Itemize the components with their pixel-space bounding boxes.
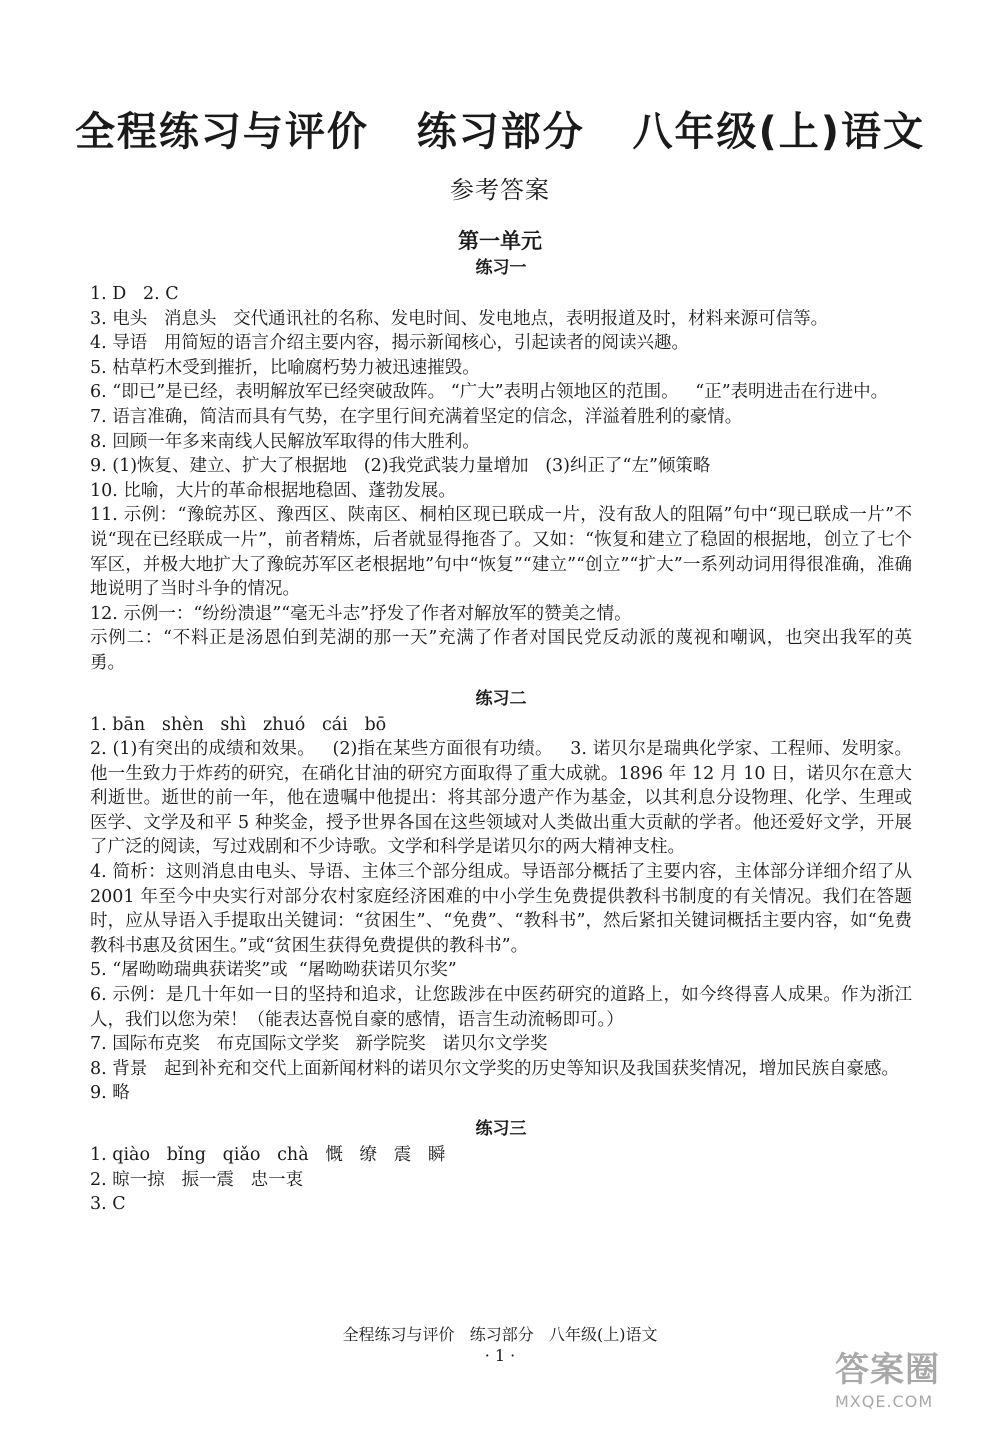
answer-line: 11. 示例：“豫皖苏区、豫西区、陕南区、桐柏区现已联成一片，没有敌人的阻隔”句中“现已联成一片”不说“现在已经联成一片”，前者精炼，后者就显得拖沓了。又如：“恢复和建立了稳固的根据地，创立了七个军区，并极大地扩大了豫皖苏军区老根据地”句中“恢复”“建立”“创立”“扩大”一系列动词用得很准确，准确地说明了当时斗争的情况。 [90, 505, 912, 600]
answer-line: 8. 回顾一年多来南线人民解放军取得的伟大胜利。 [90, 431, 480, 452]
answer-line: 3. 电头 消息头 交代通讯社的名称、发电时间、发电地点，表明报道及时，材料来源可信等。 [90, 308, 829, 329]
watermark-site-text: MXQE.COM [835, 1392, 934, 1411]
watermark-logo [835, 1348, 985, 1428]
answer-line: 5. “屠呦呦瑞典获诺奖”或 “屠呦呦获诺贝尔奖” [90, 960, 457, 981]
exercise-title: 练习二 [475, 688, 527, 709]
answer-key-heading: 参考答案 [450, 176, 550, 204]
answer-line: 示例二：“不料正是汤恩伯到芜湖的那一天”充满了作者对国民党反动派的蔑视和嘲讽，也突出我军的英勇。 [90, 628, 912, 673]
answer-line: 1. D 2. C [90, 284, 179, 304]
answer-line: 8. 背景 起到补充和交代上面新闻材料的诺贝尔文学奖的历史等知识及我国获奖情况，增加民族自豪感。 [90, 1058, 899, 1079]
answer-line: 9. (1)恢复、建立、扩大了根据地 (2)我党武装力量增加 (3)纠正了“左”倾策略 [90, 456, 711, 477]
answer-line: 1. qiào bǐng qiǎo chà 慨 缭 震 瞬 [90, 1145, 446, 1165]
answer-line: 1. bān shèn shì zhuó cái bō [90, 714, 387, 735]
answer-line: 4. 简析：这则消息由电头、导语、主体三个部分组成。导语部分概括了主要内容，主体部分详细介绍了从 2001 年至今中央实行对部分农村家庭经济困难的中小学生免费提供教科书制度的有关情况。我们在答题时，应从导语入手提取出关键词：“贫困生”、“免费”、“教科书”，然后紧扣关键词概括主要内容，如“免费教科书惠及贫困生。”或“贫困生获得免费提供的教科书”。 [90, 862, 918, 956]
answer-line: 2. 晾一掠 振一震 忠一衷 [90, 1169, 304, 1190]
exercise-title: 练习一 [475, 258, 527, 278]
book-title: 全程练习与评价 练习部分 八年级(上)语文 [74, 109, 926, 155]
answer-line: 6. “即已”是已经，表明解放军已经突破敌阵。 “广大”表明占领地区的范围。 “正”表明进击在行进中。 [90, 382, 889, 403]
running-footer: 全程练习与评价 练习部分 八年级(上)语文 [342, 1325, 658, 1344]
answer-line: 4. 导语 用简短的语言介绍主要内容，揭示新闻核心，引起读者的阅读兴趣。 [90, 333, 689, 354]
answer-line: 10. 比喻，大片的革命根据地稳固、蓬勃发展。 [90, 480, 456, 501]
answer-content [90, 255, 918, 1217]
answer-line: 12. 示例一：“纷纷溃退”“毫无斗志”抒发了作者对解放军的赞美之情。 [90, 603, 632, 624]
answer-line: 3. C [90, 1194, 126, 1215]
answer-line: 2. (1)有突出的成绩和效果。 (2)指在某些方面很有功绩。 3. 诺贝尔是瑞典化学家、工程师、发明家。他一生致力于炸药的研究，在硝化甘油的研究方面取得了重大成就。1896 年 12 月 10 日，诺贝尔在意大利逝世。逝世的前一年，他在遗嘱中他提出：将其部分遗产作为基金，以其利息分设物理、化学、生理或医学、文学及和平 5 种奖金，授予世界各国在这些领域对人类做出重大贡献的学者。他还爱好文学，开展了广泛的阅读，写过戏剧和不少诗歌。文学和科学是诺贝尔的两大精神支柱。 [90, 739, 912, 858]
answer-line: 7. 语言准确，简洁而具有气势，在字里行间充满着坚定的信念，洋溢着胜利的豪情。 [90, 406, 743, 427]
exercise-title: 练习三 [475, 1119, 527, 1139]
answer-line: 7. 国际布克奖 布克国际文学奖 新学院奖 诺贝尔文学奖 [90, 1034, 548, 1055]
page-number: · 1 · [484, 1346, 516, 1365]
unit-heading: 第一单元 [458, 229, 542, 253]
watermark-logo-text: 答案圈 [835, 1350, 940, 1390]
answer-line: 9. 略 [90, 1083, 130, 1104]
answer-line: 5. 枯草朽木受到摧折，比喻腐朽势力被迅速摧毁。 [90, 357, 480, 378]
answer-line: 6. 示例：是几十年如一日的坚持和追求，让您跋涉在中医药研究的道路上，如今终得喜人成果。作为浙江人，我们以您为荣！（能表达喜悦自豪的感情，语言生动流畅即可。） [90, 985, 912, 1030]
